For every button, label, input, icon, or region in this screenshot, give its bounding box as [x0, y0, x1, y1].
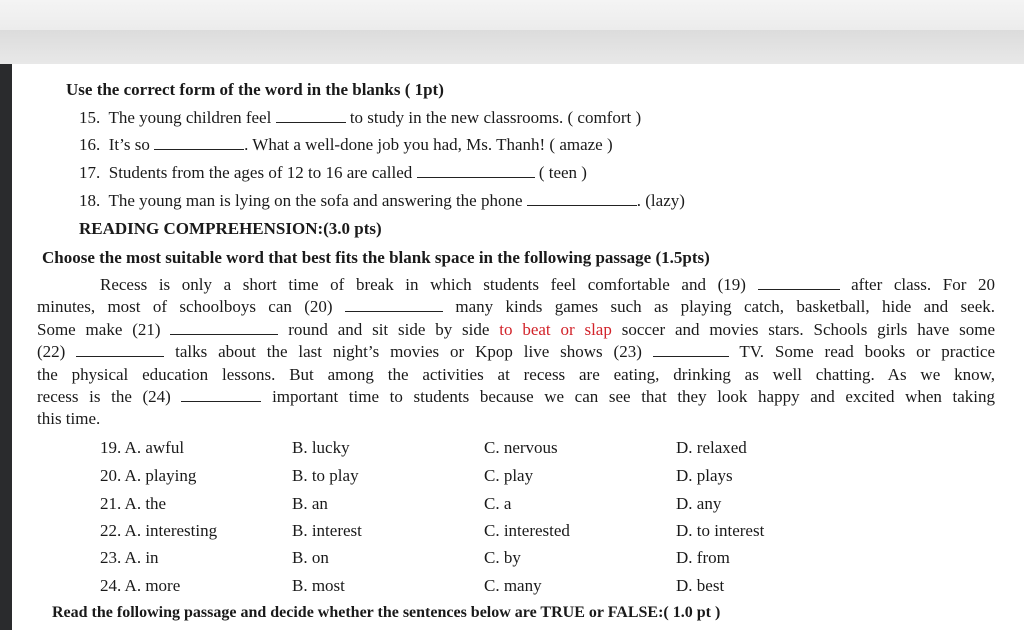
reading-heading: READING COMPREHENSION:(3.0 pts)	[79, 219, 382, 238]
option-21-a[interactable]: 21. A. the	[100, 494, 167, 513]
option-20-c[interactable]: C. play	[484, 466, 534, 485]
option-19-a[interactable]: 19. A. awful	[100, 438, 185, 457]
option-22-d[interactable]: D. to interest	[676, 521, 765, 540]
question-15	[79, 108, 641, 128]
option-20-a[interactable]: 20. A. playing	[100, 466, 197, 485]
option-22-b[interactable]: B. interest	[292, 521, 362, 540]
reading-passage	[37, 274, 995, 431]
passage-l1b: after class. For 20	[851, 275, 995, 294]
option-20-b[interactable]: B. to play	[292, 466, 359, 485]
option-24-d[interactable]: D. best	[676, 576, 725, 595]
q17-after: ( teen )	[538, 163, 587, 182]
q18-before: The young man is lying on the sofa and answering the phone	[108, 191, 523, 210]
option-20-d[interactable]: D. plays	[676, 466, 733, 485]
option-23-b[interactable]: B. on	[292, 548, 329, 567]
q16-num: 16.	[79, 135, 101, 154]
blank-22[interactable]	[76, 343, 164, 357]
option-22-c[interactable]: C. interested	[484, 521, 570, 540]
option-21-b[interactable]: B. an	[292, 494, 328, 513]
q16-before: It’s so	[108, 135, 150, 154]
blank-20[interactable]	[345, 298, 443, 312]
page-top-edge	[0, 0, 1024, 30]
question-16	[79, 135, 613, 155]
passage-l1a: Recess is only a short time of break in which students feel comfortable and (19)	[100, 275, 746, 294]
passage-line-3	[37, 319, 995, 341]
passage-l2b: many kinds games such as playing catch, basketball, hide and seek.	[455, 297, 995, 317]
blank-19[interactable]	[758, 276, 840, 290]
option-19-d[interactable]: D. relaxed	[676, 438, 747, 457]
q15-after: to study in the new classrooms. ( comfort )	[349, 108, 642, 127]
q16-blank[interactable]	[154, 136, 244, 150]
passage-l7: this time.	[37, 409, 101, 429]
option-21-c[interactable]: C. a	[484, 494, 512, 513]
passage-line-6	[37, 386, 995, 408]
question-17	[79, 163, 587, 183]
q17-blank[interactable]	[417, 164, 535, 178]
passage-l2a: minutes, most of schoolboys can (20)	[37, 297, 333, 317]
option-24-b[interactable]: B. most	[292, 576, 345, 595]
q16-after: . What a well-done job you had, Ms. Thanh! ( amaze )	[244, 135, 613, 154]
q18-blank[interactable]	[527, 192, 637, 206]
blank-24[interactable]	[181, 388, 261, 402]
passage-l3c: soccer and movies stars. Schools girls have some	[621, 319, 996, 339]
option-23-a[interactable]: 23. A. in	[100, 548, 159, 567]
option-22-a[interactable]: 22. A. interesting	[100, 521, 218, 540]
section3-heading-cut: Read the following passage and decide whether the sentences below are TRUE or FALSE:( 1.0 pt )	[52, 604, 721, 621]
q18-after: . (lazy)	[636, 191, 685, 210]
passage-line-1	[37, 274, 995, 296]
q18-num: 18.	[79, 191, 101, 210]
option-23-d[interactable]: D. from	[676, 548, 730, 567]
option-19-c[interactable]: C. nervous	[484, 438, 558, 457]
q15-num: 15.	[79, 108, 101, 127]
passage-l4a: (22)	[37, 342, 66, 362]
option-21-d[interactable]: D. any	[676, 494, 722, 513]
passage-l4b: talks about the last night’s movies or Kpop live shows (23)	[175, 342, 642, 362]
passage-highlight-red: to beat or slap	[499, 319, 612, 339]
question-18	[79, 191, 685, 211]
passage-l3b: round and sit side by side	[288, 319, 490, 339]
passage-line-2	[37, 296, 995, 318]
q17-before: Students from the ages of 12 to 16 are called	[108, 163, 413, 182]
option-24-c[interactable]: C. many	[484, 576, 542, 595]
section2-heading: Choose the most suitable word that best fits the blank space in the following passage (1.5pts)	[42, 248, 710, 267]
section1-heading: Use the correct form of the word in the blanks ( 1pt)	[66, 80, 444, 99]
q17-num: 17.	[79, 163, 101, 182]
passage-l3a: Some make (21)	[37, 319, 161, 339]
blank-23[interactable]	[653, 343, 729, 357]
page-gap-shadow	[0, 30, 1024, 64]
q15-blank[interactable]	[276, 109, 346, 123]
passage-l4c: TV. Some read books or practice	[739, 342, 996, 362]
passage-l6a: recess is the (24)	[37, 387, 171, 407]
worksheet-page	[12, 64, 1024, 630]
blank-21[interactable]	[170, 321, 278, 335]
passage-line-5	[37, 364, 995, 386]
option-19-b[interactable]: B. lucky	[292, 438, 350, 457]
q15-before: The young children feel	[108, 108, 272, 127]
passage-line-7	[37, 408, 995, 430]
passage-line-4	[37, 341, 995, 363]
passage-l6b: important time to students because we can see that they look happy and excited when taking	[272, 387, 996, 407]
passage-l5: the physical education lessons. But among the activities at recess are eating, drinking as well chatting. As we know,	[37, 364, 995, 384]
option-23-c[interactable]: C. by	[484, 548, 521, 567]
option-24-a[interactable]: 24. A. more	[100, 576, 181, 595]
